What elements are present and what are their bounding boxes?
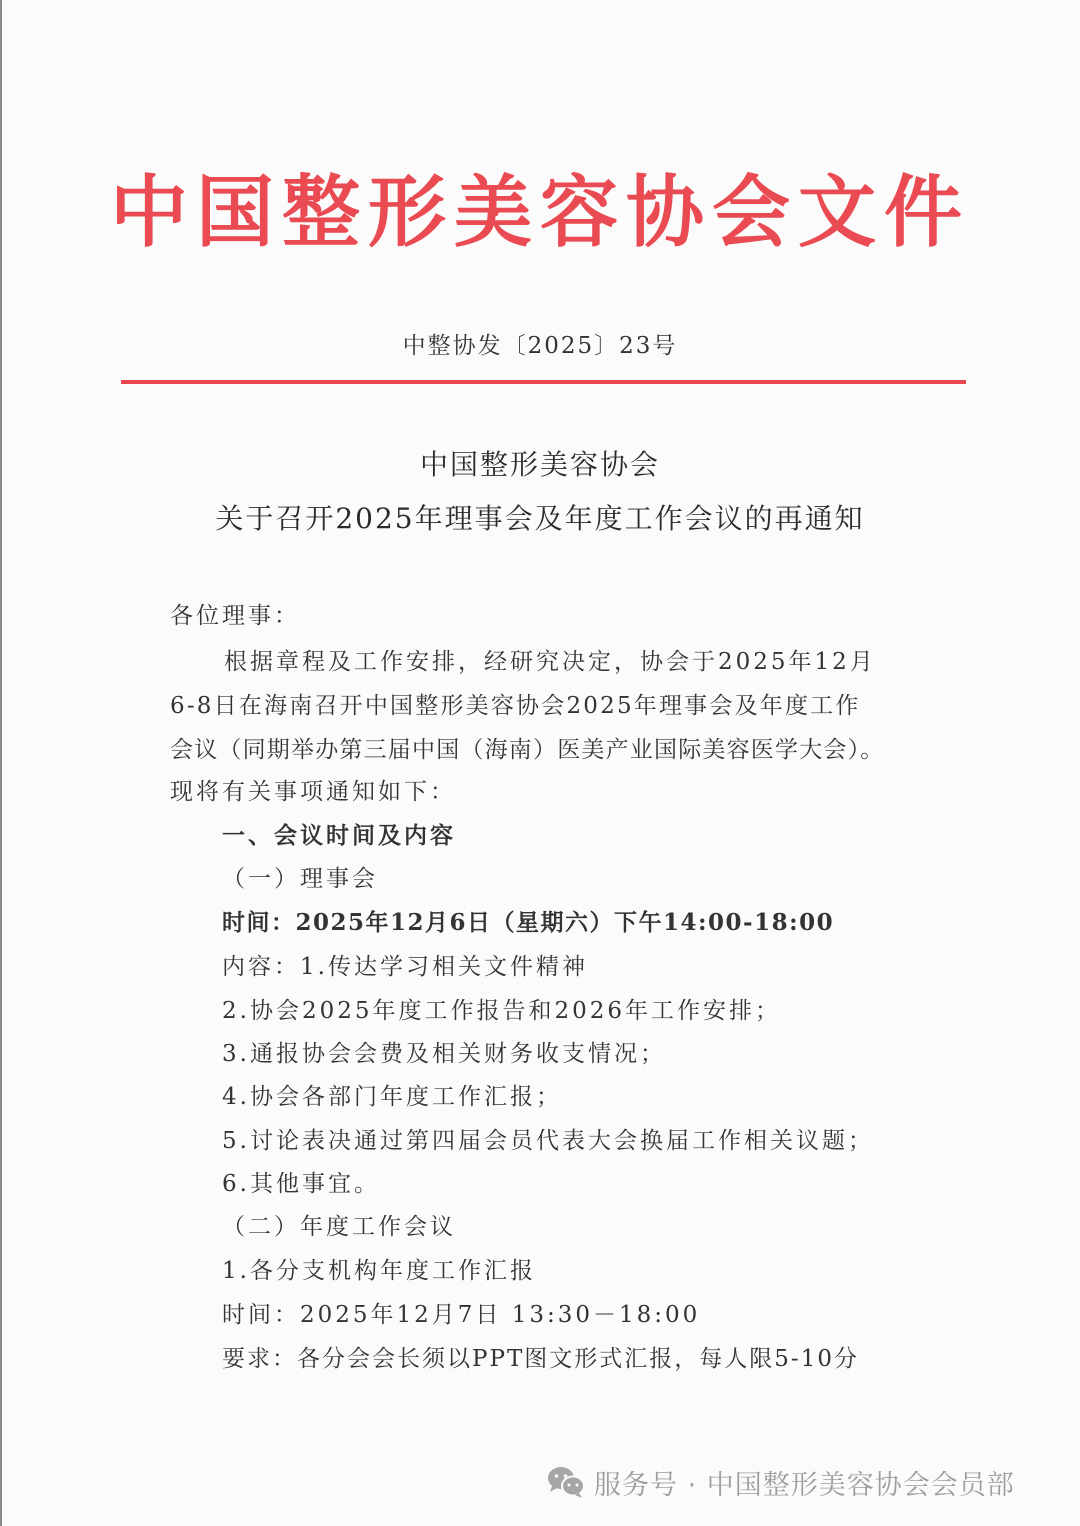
agenda-item: 5.讨论表决通过第四届会员代表大会换届工作相关议题； <box>222 1128 874 1154</box>
agenda-item: 2.协会2025年度工作报告和2026年工作安排； <box>222 998 782 1024</box>
notice-title-issuer: 中国整形美容协会 <box>419 448 660 481</box>
wechat-icon <box>546 1465 586 1499</box>
salutation: 各位理事： <box>170 603 300 629</box>
body-paragraph-line: 现将有关事项通知如下： <box>170 779 456 805</box>
board-meeting-time: 时间：2025年12月6日（星期六）下午14:00-18:00 <box>222 909 835 936</box>
section-heading-meeting-time: 一、会议时间及内容 <box>222 822 456 849</box>
watermark <box>546 1460 1015 1504</box>
document-number: 中整协发〔2025〕23号 <box>402 333 678 359</box>
agenda-item: 4.协会各部门年度工作汇报； <box>222 1084 562 1110</box>
body-paragraph-line: 6-8日在海南召开中国整形美容协会2025年理事会及年度工作 <box>170 693 861 719</box>
subsection-annual-meeting: （二）年度工作会议 <box>222 1214 456 1240</box>
agenda-item: 3.通报协会会费及相关财务收支情况； <box>222 1041 666 1067</box>
red-header-title: 中国整形美容协会文件 <box>109 167 970 258</box>
agenda-item: 6.其他事宜。 <box>222 1171 380 1197</box>
red-divider-rule <box>121 380 966 384</box>
notice-title-subject: 关于召开2025年理事会及年度工作会议的再通知 <box>215 502 865 535</box>
watermark-text: 服务号 · 中国整形美容协会会员部 <box>594 1469 1015 1501</box>
subsection-board-meeting: （一）理事会 <box>222 866 378 892</box>
agenda-item: 内容：1.传达学习相关文件精神 <box>222 954 588 980</box>
annual-meeting-item: 1.各分支机构年度工作汇报 <box>222 1258 536 1284</box>
body-paragraph-line: 根据章程及工作安排，经研究决定，协会于2025年12月 <box>224 649 876 675</box>
body-paragraph-line: 会议（同期举办第三届中国（海南）医美产业国际美容医学大会）。 <box>170 737 885 763</box>
annual-meeting-requirement: 要求：各分会会长须以PPT图文形式汇报，每人限5-10分 <box>222 1346 859 1372</box>
annual-meeting-time: 时间：2025年12月7日 13:30－18:00 <box>222 1302 701 1328</box>
